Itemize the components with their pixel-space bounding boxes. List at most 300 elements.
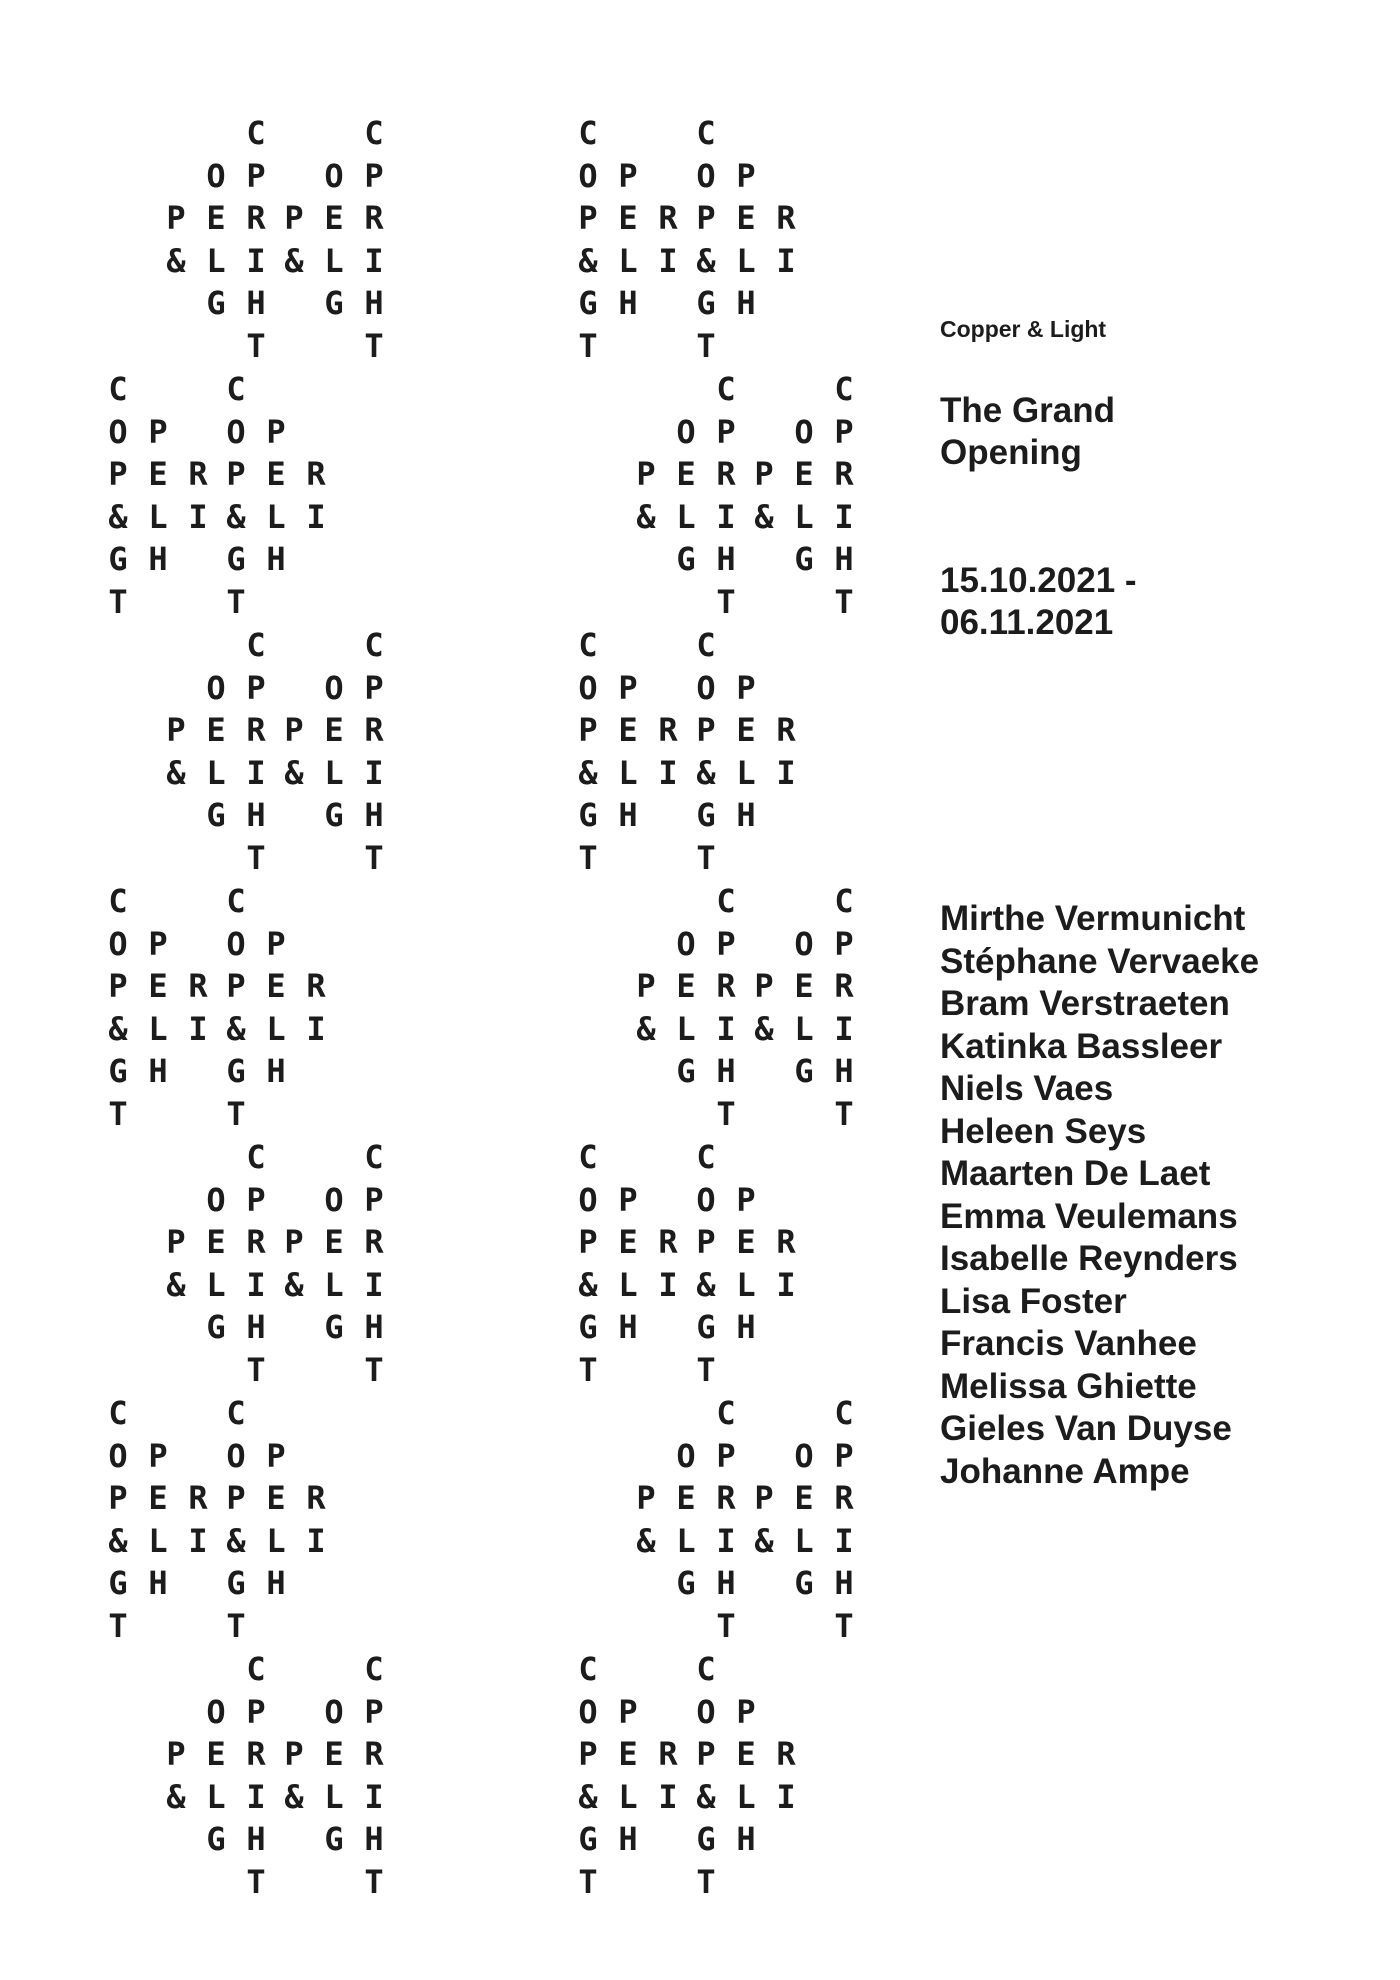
art-letter: O: [226, 1436, 246, 1475]
art-letter: &: [284, 1777, 304, 1816]
art-letter: H: [618, 1308, 638, 1346]
art-letter: E: [736, 711, 756, 749]
artist-name: Emma Veulemans: [940, 1196, 1238, 1236]
art-letter: O: [578, 156, 598, 195]
art-letter: O: [578, 1692, 598, 1731]
art-letter: P: [266, 412, 286, 451]
art-letter: P: [284, 199, 304, 237]
art-letter: P: [736, 668, 756, 707]
art-letter: R: [364, 1735, 384, 1773]
art-letter: E: [148, 1479, 168, 1517]
art-letter: P: [618, 1692, 638, 1731]
art-letter: E: [324, 199, 344, 237]
art-letter: G: [696, 284, 716, 322]
art-letter: T: [108, 1606, 128, 1645]
art-letter: E: [324, 1735, 344, 1773]
art-letter: C: [108, 370, 128, 408]
art-letter: O: [696, 1692, 716, 1731]
art-letter: L: [794, 1009, 814, 1048]
art-letter: H: [246, 284, 266, 322]
art-letter: C: [226, 370, 246, 408]
art-letter: C: [226, 882, 246, 920]
art-letter: G: [676, 1052, 696, 1090]
art-letter: P: [578, 1223, 598, 1261]
art-letter: I: [246, 753, 266, 792]
art-letter: G: [794, 1052, 814, 1090]
artist-name: Heleen Seys: [940, 1111, 1147, 1151]
art-letter: G: [324, 284, 344, 322]
art-letter: T: [716, 1094, 736, 1133]
art-letter: &: [166, 1777, 186, 1816]
art-letter: &: [696, 1777, 716, 1816]
art-letter: I: [716, 1009, 736, 1048]
art-letter: H: [716, 540, 736, 578]
art-letter: C: [364, 626, 384, 664]
art-letter: O: [108, 924, 128, 963]
art-letter: T: [696, 1862, 716, 1901]
art-letter: E: [676, 1479, 696, 1517]
art-letter: C: [578, 626, 598, 664]
art-letter: O: [794, 412, 814, 451]
art-letter: &: [284, 753, 304, 792]
art-letter: R: [188, 455, 208, 493]
art-letter: E: [324, 711, 344, 749]
art-letter: E: [736, 1223, 756, 1261]
art-letter: P: [696, 1223, 716, 1261]
art-letter: L: [736, 241, 756, 280]
art-letter: L: [266, 1009, 286, 1048]
art-letter: P: [716, 412, 736, 451]
art-letter: H: [246, 1308, 266, 1346]
art-letter: &: [578, 241, 598, 280]
art-letter: P: [754, 967, 774, 1005]
art-letter: P: [364, 1692, 384, 1731]
art-letter: I: [834, 497, 854, 536]
art-letter: L: [794, 497, 814, 536]
art-letter: E: [206, 199, 226, 237]
art-letter: C: [364, 1138, 384, 1176]
art-letter: P: [636, 967, 656, 1005]
art-letter: O: [226, 924, 246, 963]
art-letter: L: [324, 1265, 344, 1304]
art-letter: C: [716, 1394, 736, 1432]
art-letter: R: [776, 1223, 796, 1261]
art-letter: P: [284, 1223, 304, 1261]
art-letter: C: [696, 1650, 716, 1688]
artist-name: Stéphane Vervaeke: [940, 941, 1260, 981]
art-letter: T: [108, 582, 128, 621]
art-letter: I: [658, 241, 678, 280]
art-letter: E: [148, 967, 168, 1005]
art-letter: G: [206, 1308, 226, 1346]
art-letter: P: [166, 711, 186, 749]
art-letter: L: [324, 753, 344, 792]
art-letter: T: [578, 326, 598, 365]
art-letter: P: [226, 455, 246, 493]
art-letter: G: [578, 1308, 598, 1346]
art-letter: T: [696, 838, 716, 877]
art-letter: I: [246, 1265, 266, 1304]
art-letter: C: [834, 370, 854, 408]
art-letter: R: [364, 199, 384, 237]
art-letter: L: [676, 497, 696, 536]
art-letter: P: [578, 711, 598, 749]
art-letter: I: [658, 1265, 678, 1304]
art-letter: H: [736, 284, 756, 322]
art-letter: &: [636, 1521, 656, 1560]
art-letter: P: [618, 668, 638, 707]
art-letter: R: [834, 1479, 854, 1517]
art-letter: G: [108, 1564, 128, 1602]
art-letter: I: [188, 1009, 208, 1048]
art-letter: T: [716, 1606, 736, 1645]
art-letter: C: [364, 114, 384, 152]
art-letter: H: [266, 540, 286, 578]
art-letter: P: [834, 924, 854, 963]
art-letter: O: [324, 1692, 344, 1731]
art-letter: G: [206, 796, 226, 834]
art-letter: E: [266, 967, 286, 1005]
art-letter: O: [324, 156, 344, 195]
art-letter: H: [246, 796, 266, 834]
art-letter: R: [658, 199, 678, 237]
art-letter: O: [578, 1180, 598, 1219]
art-letter: G: [578, 796, 598, 834]
art-letter: O: [676, 1436, 696, 1475]
artist-list: [940, 898, 1259, 1493]
art-letter: &: [696, 753, 716, 792]
art-letter: E: [206, 1735, 226, 1773]
art-letter: T: [364, 1350, 384, 1389]
art-letter: E: [736, 1735, 756, 1773]
art-letter: &: [226, 1009, 246, 1048]
art-letter: L: [736, 1265, 756, 1304]
art-letter: R: [716, 455, 736, 493]
art-letter: L: [618, 241, 638, 280]
art-letter: G: [696, 796, 716, 834]
art-letter: G: [676, 540, 696, 578]
art-letter: I: [364, 1777, 384, 1816]
art-letter: &: [166, 753, 186, 792]
art-letter: C: [364, 1650, 384, 1688]
art-letter: C: [246, 1650, 266, 1688]
art-letter: T: [246, 1862, 266, 1901]
art-letter: &: [754, 497, 774, 536]
art-letter: H: [716, 1564, 736, 1602]
art-letter: L: [148, 1009, 168, 1048]
art-letter: C: [246, 626, 266, 664]
brand-name: Copper & Light: [940, 316, 1107, 342]
art-letter: P: [636, 1479, 656, 1517]
art-letter: &: [284, 241, 304, 280]
art-letter: P: [148, 1436, 168, 1475]
art-letter: I: [364, 753, 384, 792]
art-letter: P: [246, 156, 266, 195]
art-letter: O: [206, 668, 226, 707]
art-letter: &: [754, 1009, 774, 1048]
art-letter: G: [206, 284, 226, 322]
art-letter: R: [716, 1479, 736, 1517]
art-letter: R: [716, 967, 736, 1005]
art-letter: G: [676, 1564, 696, 1602]
art-letter: O: [794, 1436, 814, 1475]
art-letter: T: [696, 1350, 716, 1389]
art-letter: C: [246, 114, 266, 152]
art-letter: O: [696, 668, 716, 707]
art-letter: L: [618, 1265, 638, 1304]
art-letter: P: [246, 1180, 266, 1219]
art-letter: H: [834, 1052, 854, 1090]
art-letter: G: [324, 1308, 344, 1346]
art-letter: P: [364, 1180, 384, 1219]
art-letter: H: [736, 1308, 756, 1346]
art-letter: L: [618, 1777, 638, 1816]
art-letter: &: [696, 241, 716, 280]
art-letter: &: [636, 497, 656, 536]
art-letter: E: [736, 199, 756, 237]
art-letter: P: [246, 1692, 266, 1731]
art-letter: I: [834, 1009, 854, 1048]
art-letter: P: [166, 1735, 186, 1773]
art-letter: I: [716, 497, 736, 536]
art-letter: E: [794, 1479, 814, 1517]
art-letter: H: [266, 1052, 286, 1090]
art-letter: C: [696, 626, 716, 664]
art-letter: C: [108, 1394, 128, 1432]
art-letter: L: [206, 1777, 226, 1816]
artist-name: Isabelle Reynders: [940, 1239, 1238, 1278]
art-letter: P: [108, 455, 128, 493]
art-letter: E: [206, 711, 226, 749]
art-letter: R: [246, 711, 266, 749]
art-letter: I: [246, 1777, 266, 1816]
art-letter: T: [834, 1606, 854, 1645]
art-letter: T: [226, 1094, 246, 1133]
art-letter: L: [206, 1265, 226, 1304]
art-letter: O: [324, 1180, 344, 1219]
art-letter: H: [364, 284, 384, 322]
art-letter: G: [226, 540, 246, 578]
art-letter: R: [834, 455, 854, 493]
art-letter: C: [834, 1394, 854, 1432]
event-dates: 15.10.2021 - 06.11.2021: [940, 561, 1137, 642]
art-letter: G: [794, 540, 814, 578]
art-letter: H: [148, 1564, 168, 1602]
artist-name: Niels Vaes: [940, 1069, 1114, 1108]
art-letter: I: [776, 241, 796, 280]
art-letter: E: [266, 455, 286, 493]
art-letter: T: [364, 326, 384, 365]
art-letter: H: [716, 1052, 736, 1090]
art-letter: T: [364, 1862, 384, 1901]
art-letter: R: [364, 1223, 384, 1261]
art-letter: T: [834, 582, 854, 621]
art-letter: O: [676, 924, 696, 963]
art-letter: T: [364, 838, 384, 877]
art-letter: H: [618, 796, 638, 834]
art-letter: E: [266, 1479, 286, 1517]
art-letter: E: [618, 1735, 638, 1773]
art-letter: &: [578, 1265, 598, 1304]
art-letter: T: [108, 1094, 128, 1133]
art-letter: G: [108, 540, 128, 578]
art-letter: E: [206, 1223, 226, 1261]
art-letter: &: [226, 1521, 246, 1560]
art-letter: C: [696, 114, 716, 152]
art-letter: T: [246, 1350, 266, 1389]
art-letter: L: [148, 1521, 168, 1560]
art-letter: C: [108, 882, 128, 920]
art-letter: E: [618, 1223, 638, 1261]
art-letter: H: [246, 1820, 266, 1858]
art-letter: &: [108, 497, 128, 536]
art-letter: G: [206, 1820, 226, 1858]
artist-name: Francis Vanhee: [940, 1324, 1197, 1363]
art-letter: C: [226, 1394, 246, 1432]
art-letter: P: [578, 1735, 598, 1773]
artist-name: Bram Verstraeten: [940, 984, 1230, 1023]
art-letter: O: [676, 412, 696, 451]
art-letter: O: [226, 412, 246, 451]
art-letter: T: [578, 1862, 598, 1901]
art-letter: &: [578, 753, 598, 792]
art-letter: &: [284, 1265, 304, 1304]
art-letter: P: [736, 156, 756, 195]
art-letter: I: [306, 1009, 326, 1048]
art-letter: O: [206, 1180, 226, 1219]
art-letter: P: [166, 1223, 186, 1261]
art-letter: I: [658, 1777, 678, 1816]
art-letter: I: [364, 1265, 384, 1304]
art-letter: E: [148, 455, 168, 493]
art-letter: R: [834, 967, 854, 1005]
art-letter: P: [266, 924, 286, 963]
art-letter: R: [776, 199, 796, 237]
art-letter: G: [794, 1564, 814, 1602]
art-letter: R: [246, 199, 266, 237]
art-letter: L: [206, 753, 226, 792]
art-letter: O: [108, 1436, 128, 1475]
art-letter: L: [324, 241, 344, 280]
art-letter: P: [226, 1479, 246, 1517]
art-letter: L: [736, 1777, 756, 1816]
artist-name: Lisa Foster: [940, 1281, 1127, 1321]
art-letter: P: [618, 156, 638, 195]
art-letter: L: [206, 241, 226, 280]
art-letter: P: [364, 668, 384, 707]
art-letter: P: [364, 156, 384, 195]
art-letter: L: [148, 497, 168, 536]
art-letter: I: [306, 497, 326, 536]
art-letter: T: [246, 838, 266, 877]
art-letter: P: [834, 412, 854, 451]
art-letter: I: [246, 241, 266, 280]
art-letter: T: [246, 326, 266, 365]
art-letter: H: [834, 1564, 854, 1602]
art-letter: H: [266, 1564, 286, 1602]
art-letter: P: [696, 199, 716, 237]
art-letter: T: [716, 582, 736, 621]
art-letter: T: [226, 1606, 246, 1645]
art-letter: P: [166, 199, 186, 237]
art-letter: E: [676, 967, 696, 1005]
art-letter: G: [578, 1820, 598, 1858]
art-letter: O: [794, 924, 814, 963]
art-letter: I: [776, 1265, 796, 1304]
art-letter: H: [148, 1052, 168, 1090]
art-letter: &: [754, 1521, 774, 1560]
art-letter: T: [834, 1094, 854, 1133]
art-letter: P: [618, 1180, 638, 1219]
art-letter: &: [226, 497, 246, 536]
art-letter: E: [618, 199, 638, 237]
art-letter: G: [108, 1052, 128, 1090]
art-letter: P: [246, 668, 266, 707]
art-letter: I: [188, 1521, 208, 1560]
art-letter: H: [148, 540, 168, 578]
art-letter: I: [716, 1521, 736, 1560]
art-letter: P: [108, 1479, 128, 1517]
art-letter: &: [108, 1009, 128, 1048]
art-letter: E: [794, 967, 814, 1005]
art-letter: C: [578, 1138, 598, 1176]
art-letter: T: [578, 1350, 598, 1389]
art-letter: C: [578, 114, 598, 152]
art-letter: G: [226, 1052, 246, 1090]
art-letter: O: [324, 668, 344, 707]
art-letter: O: [696, 156, 716, 195]
art-letter: I: [306, 1521, 326, 1560]
art-letter: R: [246, 1223, 266, 1261]
art-letter: G: [696, 1308, 716, 1346]
art-letter: O: [578, 668, 598, 707]
art-letter: C: [716, 882, 736, 920]
art-letter: E: [324, 1223, 344, 1261]
art-letter: L: [676, 1521, 696, 1560]
art-letter: P: [108, 967, 128, 1005]
art-letter: &: [166, 241, 186, 280]
artist-name: Melissa Ghiette: [940, 1366, 1197, 1406]
art-letter: &: [166, 1265, 186, 1304]
art-letter: L: [266, 1521, 286, 1560]
art-letter: P: [578, 199, 598, 237]
art-letter: O: [108, 412, 128, 451]
art-letter: H: [736, 1820, 756, 1858]
art-letter: H: [364, 796, 384, 834]
art-letter: G: [324, 796, 344, 834]
art-letter: L: [266, 497, 286, 536]
art-letter: P: [266, 1436, 286, 1475]
art-letter: G: [324, 1820, 344, 1858]
art-letter: P: [736, 1180, 756, 1219]
art-letter: C: [578, 1650, 598, 1688]
art-letter: R: [306, 1479, 326, 1517]
art-letter: C: [246, 1138, 266, 1176]
art-letter: L: [324, 1777, 344, 1816]
art-letter: I: [776, 753, 796, 792]
artist-name: Mirthe Vermunicht: [940, 899, 1246, 938]
art-letter: I: [188, 497, 208, 536]
art-letter: R: [188, 1479, 208, 1517]
art-letter: C: [696, 1138, 716, 1176]
art-letter: E: [618, 711, 638, 749]
artist-name: Katinka Bassleer: [940, 1026, 1223, 1066]
artist-name: Johanne Ampe: [940, 1451, 1190, 1491]
art-letter: L: [794, 1521, 814, 1560]
art-letter: T: [696, 326, 716, 365]
art-letter: P: [148, 924, 168, 963]
art-letter: &: [108, 1521, 128, 1560]
